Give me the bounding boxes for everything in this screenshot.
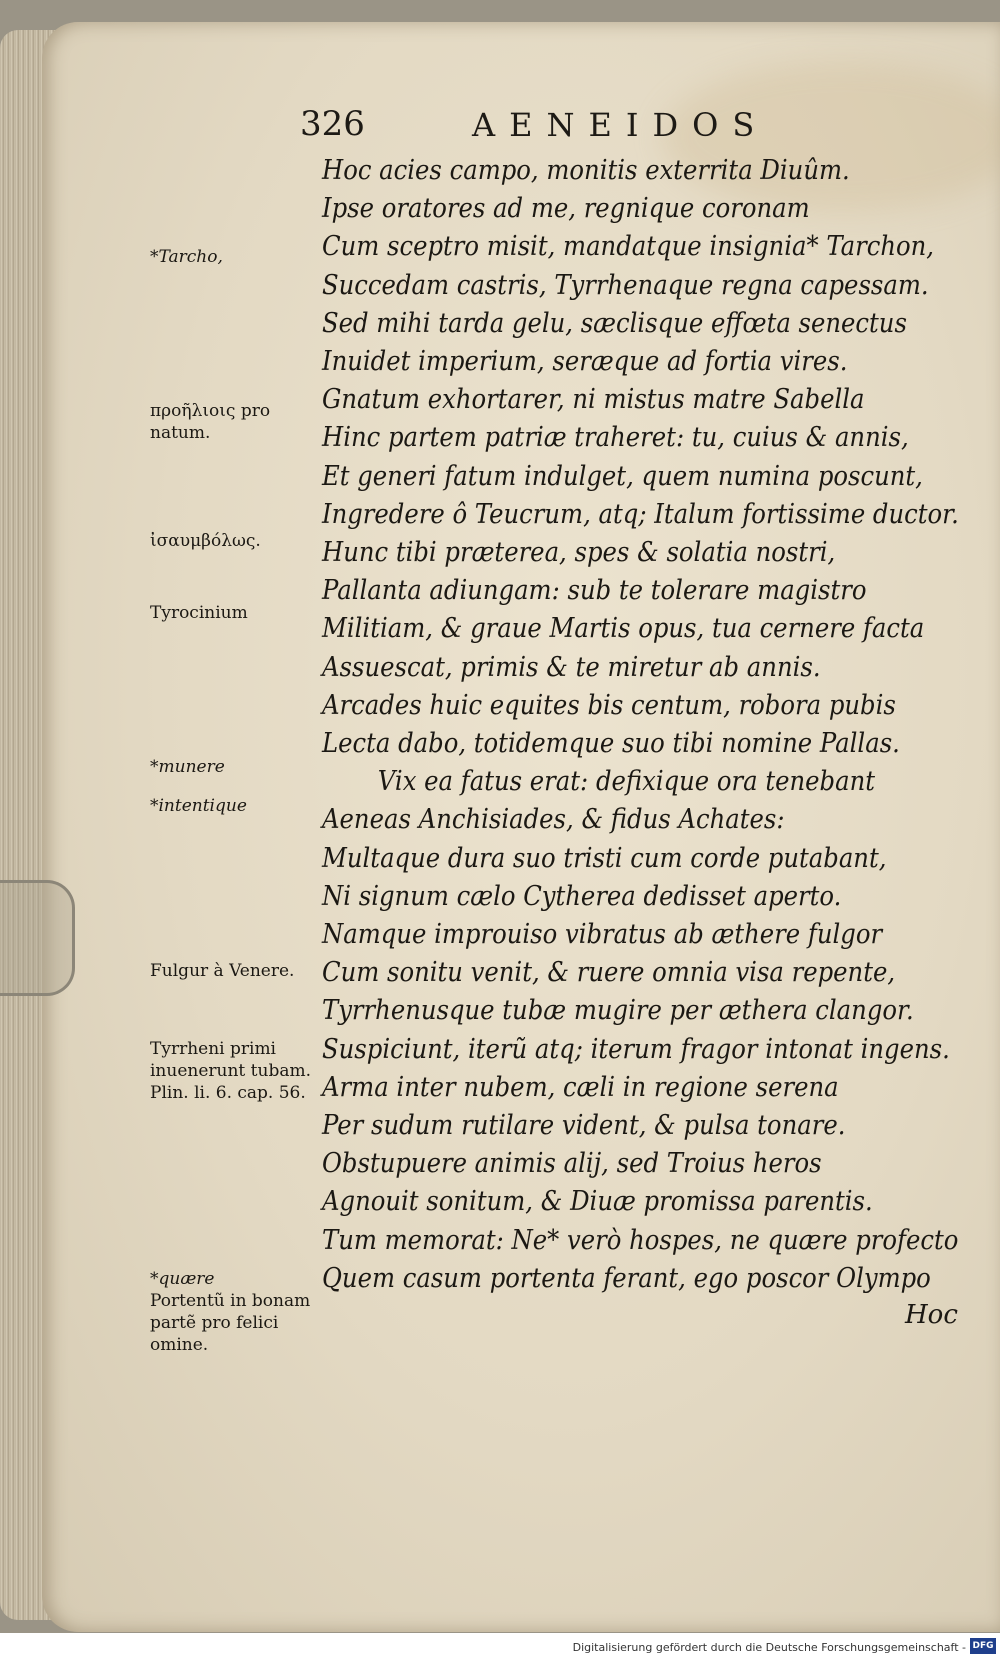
running-title: AENEIDOS	[472, 106, 769, 144]
verse-line: Gnatum exhortarer, ni mistus matre Sabella	[322, 384, 865, 416]
verse-line: Inuidet imperium, seræque ad fortia vires.	[322, 346, 848, 378]
catchword: Hoc	[905, 1300, 958, 1330]
page-number: 326	[300, 104, 365, 144]
verse-line: Hoc acies campo, monitis exterrita Diuûm.	[322, 155, 850, 186]
verse-line: Cum sonitu venit, & ruere omnia visa repente,	[322, 957, 896, 989]
verse-line: Ingredere ô Teucrum, atq; Italum fortissime ductor.	[322, 498, 959, 530]
verse-line: Agnouit sonitum, & Diuæ promissa parentis.	[322, 1186, 873, 1218]
margin-note: Portentũ in bonam partẽ pro felici omine.	[150, 1291, 311, 1355]
margin-note: *Tarcho,	[150, 247, 223, 267]
margin-note: Tyrrheni primi inuenerunt tubam. Plin. li. 6. cap. 56.	[150, 1039, 311, 1103]
verse-line: Tyrrhenusque tubæ mugire per æthera clangor.	[322, 995, 914, 1027]
page-clip	[0, 880, 75, 996]
verse-line: Lecta dabo, totidemque suo tibi nomine Pallas.	[322, 728, 900, 760]
verse-line: Suspiciunt, iterũ atq; iterum fragor intonat ingens.	[322, 1033, 950, 1065]
verse-line: Succedam castris, Tyrrhenaque regna capessam.	[322, 269, 929, 301]
verse-line: Militiam, & graue Martis opus, tua cernere facta	[322, 613, 925, 645]
verse-line: Hunc tibi præterea, spes & solatia nostri,	[322, 537, 836, 569]
margin-note: προῆλιοις pro natum.	[150, 401, 271, 443]
verse-line: Aeneas Anchisiades, & fidus Achates:	[322, 804, 785, 836]
verse-line: Quem casum portenta ferant, ego poscor Olympo	[322, 1262, 931, 1294]
verse-line: Sed mihi tarda gelu, sæclisque effœta senectus	[322, 307, 907, 339]
verse-line: Et generi fatum indulget, quem numina poscunt,	[322, 460, 923, 492]
margin-note: *quære	[150, 1269, 215, 1289]
margin-note: Tyrocinium	[150, 603, 248, 623]
verse-line: Arma inter nubem, cæli in regione serena	[322, 1071, 839, 1103]
digitization-credit: Digitalisierung gefördert durch die Deutsche Forschungsgemeinschaft -	[572, 1641, 966, 1654]
verse-line: Ni signum cælo Cytherea dedisset aperto.	[322, 880, 842, 912]
verse-line: Tum memorat: Ne* verò hospes, ne quære profecto	[322, 1224, 959, 1256]
verse-line: Arcades huic equites bis centum, robora pubis	[322, 689, 896, 721]
page-header	[300, 104, 920, 154]
verse-line: Per sudum rutilare vident, & pulsa tonare.	[322, 1110, 846, 1142]
margin-note: ἰσαυμβόλως.	[150, 531, 261, 551]
verse-line: Vix ea fatus erat: defixique ora tenebant	[377, 766, 875, 798]
margin-note: Fulgur à Venere.	[150, 961, 295, 981]
margin-note: *munere	[150, 757, 225, 777]
verse-line: Assuescat, primis & te miretur ab annis.	[322, 651, 821, 683]
verse-line: Multaque dura suo tristi cum corde putabant,	[322, 842, 887, 874]
verse-line: Hinc partem patriæ traheret: tu, cuius & annis,	[322, 422, 909, 454]
verse-line: Namque improuiso vibratus ab æthere fulgor	[322, 919, 883, 951]
footer-bar	[0, 1633, 1000, 1657]
verse-line: Pallanta adiungam: sub te tolerare magistro	[322, 575, 867, 607]
verse-line: Ipse oratores ad me, regnique coronam	[322, 193, 810, 225]
verse-text-block	[322, 152, 959, 1298]
verse-line: Obstupuere animis alij, sed Troius heros	[322, 1148, 822, 1180]
margin-note: *intentique	[150, 796, 247, 816]
dfg-logo-icon: DFG	[970, 1638, 996, 1654]
verse-line: Cum sceptro misit, mandatque insignia* Tarchon,	[322, 231, 935, 263]
